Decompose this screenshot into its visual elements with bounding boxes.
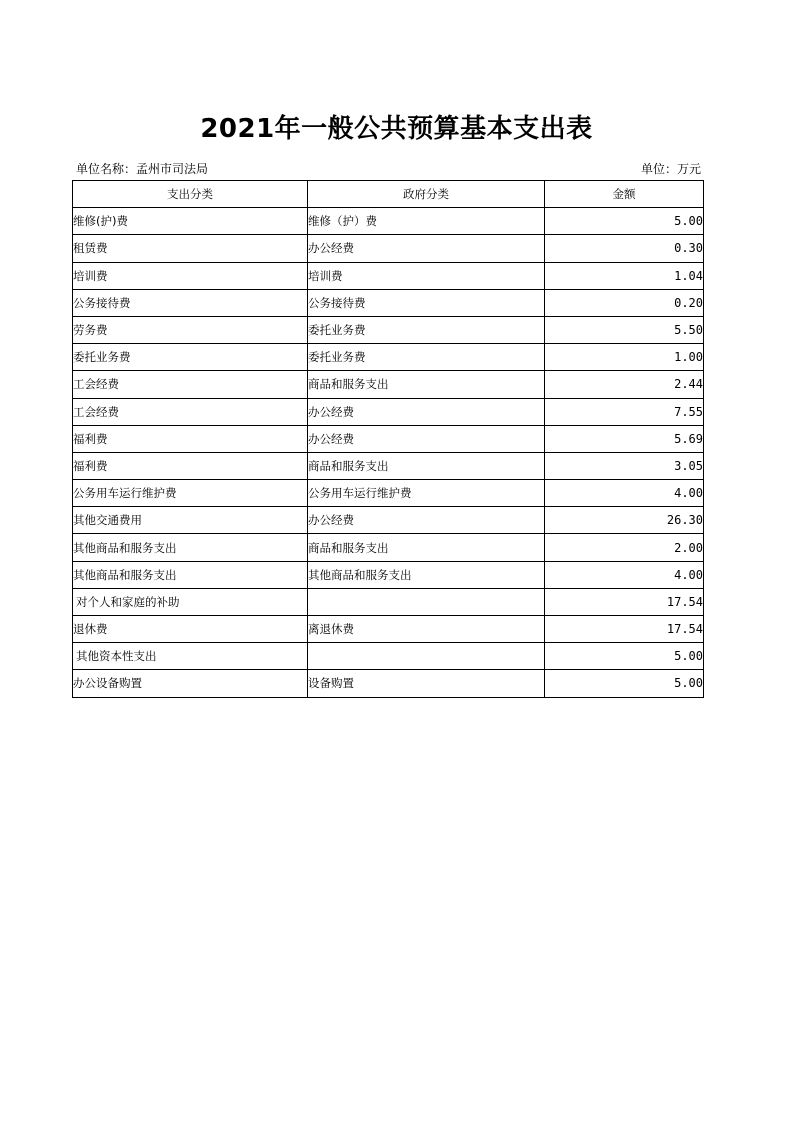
table-row (73, 316, 704, 343)
page-title: 2021年一般公共预算基本支出表 (200, 114, 593, 144)
cell-gov-category (308, 588, 545, 615)
table-row (73, 616, 704, 643)
cell-expense-category: 劳务费 (73, 316, 308, 343)
cell-amount: 5.00 (545, 643, 704, 670)
cell-expense-category: 公务接待费 (73, 289, 308, 316)
cell-gov-category: 办公经费 (308, 425, 545, 452)
table-row (73, 398, 704, 425)
cell-expense-category: 工会经费 (73, 371, 308, 398)
cell-gov-category: 商品和服务支出 (308, 452, 545, 479)
header-amount: 金额 (545, 181, 704, 208)
table-row (73, 344, 704, 371)
cell-amount: 26.30 (545, 507, 704, 534)
cell-expense-category: 办公设备购置 (73, 670, 308, 697)
cell-gov-category: 公务用车运行维护费 (308, 480, 545, 507)
cell-gov-category: 办公经费 (308, 398, 545, 425)
cell-expense-category: 其他资本性支出 (73, 643, 308, 670)
header-gov-category: 政府分类 (308, 181, 545, 208)
cell-expense-category: 其他商品和服务支出 (73, 534, 308, 561)
budget-table (72, 180, 704, 698)
cell-amount: 5.00 (545, 670, 704, 697)
cell-amount: 7.55 (545, 398, 704, 425)
cell-expense-category: 委托业务费 (73, 344, 308, 371)
cell-gov-category: 设备购置 (308, 670, 545, 697)
cell-expense-category: 工会经费 (73, 398, 308, 425)
cell-expense-category: 其他交通费用 (73, 507, 308, 534)
cell-amount: 1.04 (545, 262, 704, 289)
cell-expense-category: 租赁费 (73, 235, 308, 262)
cell-amount: 2.00 (545, 534, 704, 561)
cell-amount: 0.20 (545, 289, 704, 316)
cell-gov-category: 办公经费 (308, 507, 545, 534)
cell-expense-category: 福利费 (73, 452, 308, 479)
cell-amount: 17.54 (545, 616, 704, 643)
cell-expense-category: 培训费 (73, 262, 308, 289)
table-row (73, 561, 704, 588)
table-row (73, 452, 704, 479)
cell-gov-category: 商品和服务支出 (308, 534, 545, 561)
table-row (73, 588, 704, 615)
table-row (73, 371, 704, 398)
table-row (73, 235, 704, 262)
cell-expense-category: 维修(护)费 (73, 208, 308, 235)
header-expense-category: 支出分类 (73, 181, 308, 208)
cell-gov-category: 维修（护）费 (308, 208, 545, 235)
cell-amount: 3.05 (545, 452, 704, 479)
cell-amount: 5.69 (545, 425, 704, 452)
table-row (73, 425, 704, 452)
cell-gov-category: 公务接待费 (308, 289, 545, 316)
cell-gov-category: 委托业务费 (308, 344, 545, 371)
unit-label: 单位：万元 (640, 162, 701, 176)
cell-expense-category: 退休费 (73, 616, 308, 643)
cell-gov-category (308, 643, 545, 670)
cell-expense-category: 福利费 (73, 425, 308, 452)
cell-expense-category: 其他商品和服务支出 (73, 561, 308, 588)
cell-gov-category: 委托业务费 (308, 316, 545, 343)
cell-gov-category: 商品和服务支出 (308, 371, 545, 398)
cell-gov-category: 其他商品和服务支出 (308, 561, 545, 588)
table-row (73, 670, 704, 697)
table-row (73, 208, 704, 235)
cell-gov-category: 培训费 (308, 262, 545, 289)
cell-amount: 1.00 (545, 344, 704, 371)
cell-amount: 5.50 (545, 316, 704, 343)
cell-amount: 2.44 (545, 371, 704, 398)
cell-gov-category: 办公经费 (308, 235, 545, 262)
cell-expense-category: 公务用车运行维护费 (73, 480, 308, 507)
table-row (73, 507, 704, 534)
header-row (73, 181, 704, 208)
table-row (73, 643, 704, 670)
table-row (73, 262, 704, 289)
table-row (73, 480, 704, 507)
cell-expense-category: 对个人和家庭的补助 (73, 588, 308, 615)
table-row (73, 289, 704, 316)
cell-amount: 5.00 (545, 208, 704, 235)
unit-name: 单位名称：孟州市司法局 (76, 162, 209, 176)
cell-gov-category: 离退休费 (308, 616, 545, 643)
cell-amount: 4.00 (545, 561, 704, 588)
cell-amount: 4.00 (545, 480, 704, 507)
cell-amount: 0.30 (545, 235, 704, 262)
cell-amount: 17.54 (545, 588, 704, 615)
table-row (73, 534, 704, 561)
